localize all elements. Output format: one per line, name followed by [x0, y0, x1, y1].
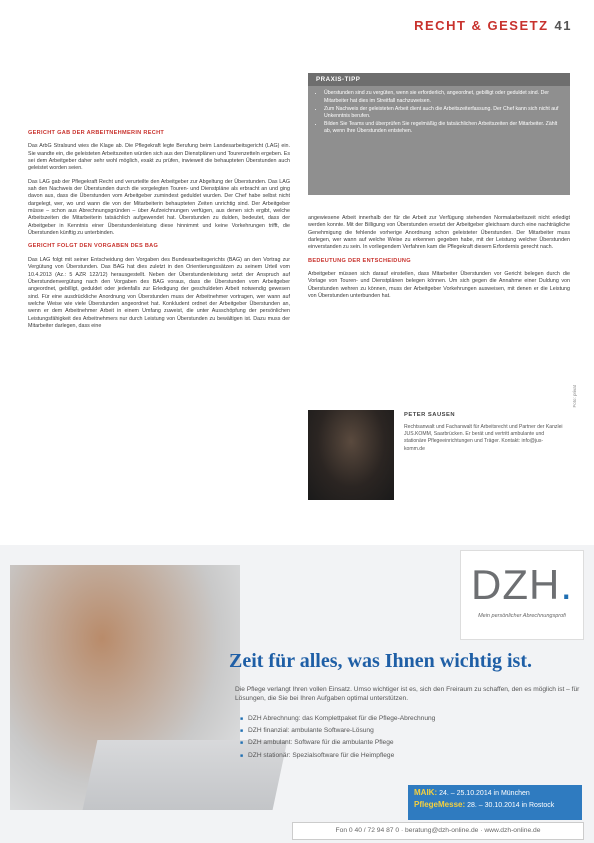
logo-dot: .	[560, 561, 573, 608]
ad-product-item: ■ DZH Abrechnung: das Komplettpaket für die Pflege-Abrechnung	[240, 715, 435, 722]
praxis-tipp-box	[308, 73, 570, 195]
praxis-tipp-title: PRAXIS-TIPP	[308, 73, 570, 86]
ad-product-item: ■ DZH finanzial: ambulante Software-Lösung	[240, 727, 435, 734]
paragraph: angewiesene Arbeit innerhalb der für die Arbeit zur Verfügung stehenden Normalarbeitszeit nicht erledigt werden konnte. Mit der Billigung von Überstunden ersetzt der Arbeitgeber gleichsam durch eine nachträgliche Genehmigung die fehlende vorherige Anordnung schon geleisteter Überstunden. Der Mitarbeiter muss darlegen, wer wann auf welche Weise zu erkennen gegeben habe, mit der Leistung welcher Überstunden einverstanden zu sein. In vorliegendem Verfahren kam die Pflegekraft diesem Erfordernis gerecht nach.	[308, 215, 570, 251]
paragraph: Arbeitgeber müssen sich darauf einstellen, dass Mitarbeiter Überstunden vor Gericht belegen durch die Vorlage von Touren- und Dienstplänen belegen können. Um sich gegen die Annahme einer Duldung von Überstunden wehren zu können, muss der Arbeitgeber Vorkehrungen ausweisen, mit denen er die Leistung von Überstunden unterbunden hat.	[308, 271, 570, 300]
praxis-tipp-item: • Bilden Sie Teams und überprüfen Sie regelmäßig die tatsächlichen Arbeitszeiten der Mitarbeiter. Zählt ab, wenn Ihre Überstunden entstehen.	[324, 121, 562, 136]
section-heading: GERICHT GAB DER ARBEITNEHMERIN RECHT	[28, 130, 165, 136]
ad-product-item: ■ DZH ambulant: Software für die ambulante Pflege	[240, 739, 435, 746]
logo-claim: Mein persönlicher Abrechnungsprofi	[478, 613, 566, 619]
author-name: PETER SAUSEN	[404, 412, 456, 418]
article-column-left	[28, 130, 290, 336]
paragraph: Das LAG gab der Pflegekraft Recht und verurteilte den Arbeitgeber zur Abgeltung der Überstunden. Das LAG sah den Nachweis der Überstunden durch die vorgelegten Touren- und Dienstpläne als erbracht an und ging davon aus, dass die Überstunden vom Arbeitgeber zumindest geduldet wurden. Der Chef habe selbst nicht dargelegt, wer, wo und wann die von der Mitarbeiterin behaupteten Zeiten unrichtig sind. Der Arbeitgeber müsse – schon aus Abrechnungsgründen – über Aufzeichnungen verfügen, aus denen sich ergibt, welche Arbeitszeiten die Mitarbeiterin tatsächlich aufgewendet hat. Überstunden zu dulden, bedeutet, dass der Arbeitgeber in Kenntnis einer Überstundenleistung diese hinnimmt und keine Vorkehrungen trifft, die Überstunden künftig zu unterbinden.	[28, 178, 290, 237]
ad-contact-line[interactable]: Fon 0 40 / 72 94 87 0 · beratung@dzh-online.de · www.dzh-online.de	[292, 822, 584, 840]
dzh-logo[interactable]	[460, 550, 584, 640]
author-photo	[308, 410, 394, 500]
logo-text: DZH	[471, 561, 561, 608]
article-column-right	[308, 215, 570, 306]
section-heading: GERICHT FOLGT DEN VORGABEN DES BAG	[28, 243, 159, 250]
fair-label: MAIK:	[414, 788, 438, 797]
trade-fair-banner	[408, 785, 582, 820]
section-heading: BEDEUTUNG DER ENTSCHEIDUNG	[308, 257, 411, 264]
fair-label: PflegeMesse:	[414, 800, 466, 809]
photo-credit: Foto: privat	[572, 385, 577, 408]
paragraph: Das ArbG Stralsund wies die Klage ab. Die Pflegekraft legte Berufung beim Landesarbeitsgericht (LAG) ein. Sie wandte ein, die geleisteten Arbeitszeiten würden sich aus den Dienstplänen und Tourenzetteln ergeben. Es sei dem Arbeitgeber daher sehr wohl möglich, exakt zu prüfen, inwieweit die behaupteten Überstunden auch geleistet worden seien.	[28, 143, 290, 172]
author-bio: Rechtsanwalt und Fachanwalt für Arbeitsrecht und Partner der Kanzlei JUS.KOMM, Saarbrücken. Er berät und vertritt ambulante und stationäre Pflegeeinrichtungen und Träger. Kontakt: info@jus-komm.de	[404, 424, 563, 452]
fair-date: 24. – 25.10.2014 in München	[439, 790, 530, 797]
ad-product-list	[240, 715, 435, 764]
running-header	[414, 18, 572, 33]
ad-product-item: ■ DZH stationär: Spezialsoftware für die Heimpflege	[240, 752, 435, 759]
page-number: 41	[554, 18, 572, 33]
praxis-tipp-item: • Überstunden sind zu vergüten, wenn sie erforderlich, angeordnet, gebilligt oder geduldet sind. Der Mitarbeiter hat dies im Streitfall nachzuweisen.	[324, 90, 562, 105]
ad-body-text: Die Pflege verlangt Ihren vollen Einsatz. Umso wichtiger ist es, sich den Freiraum zu schaffen, den es möglich ist – für Lösungen, die Sie bei Ihren Aufgaben optimal unterstützen.	[235, 686, 580, 702]
section-title: RECHT & GESETZ	[414, 18, 549, 33]
praxis-tipp-list	[324, 90, 562, 135]
ad-headline: Zeit für alles, was Ihnen wichtig ist.	[229, 650, 532, 672]
praxis-tipp-item: • Zum Nachweis der geleisteten Arbeit dient auch die Arbeitszeiterfassung. Der Chef kann sich nicht auf Unkenntnis berufen.	[324, 106, 562, 121]
paragraph: Das LAG folgt mit seiner Entscheidung den Vorgaben des Bundesarbeitsgerichts (BAG) an den Vortrag zur Vergütung von Überstunden. Das BAG hat dies zuletzt in den Orientierungssätzen zu seinem Urteil vom 10.4.2013 (Az.: 5 AZR 122/12) herausgestellt. Neben der Überstundenleistung setzt der Anspruch auf Überstundenvergütung nach den Vorgaben des BAG voraus, dass die Überstunden vom Arbeitgeber angeordnet, gebilligt, geduldet oder jedenfalls zur Erledigung der geschuldeten Arbeit notwendig gewesen sind. Für eine ausdrückliche Anordnung von Überstunden muss der Arbeitnehmer vortragen, wer wann auf welche Weise wie viele Überstunden angeordnet hat. Konkludent ordnet der Arbeitgeber Überstunden an, wenn er dem Arbeitnehmer Arbeit in einem Umfang zuweist, die unter Ausschöpfung der persönlichen Leistungsfähigkeit des Arbeitnehmers nur durch Leistung von Überstunden zu bewältigen ist. Dazu muss der Mitarbeiter darlegen, dass eine	[28, 256, 290, 329]
fair-date: 28. – 30.10.2014 in Rostock	[467, 802, 555, 809]
